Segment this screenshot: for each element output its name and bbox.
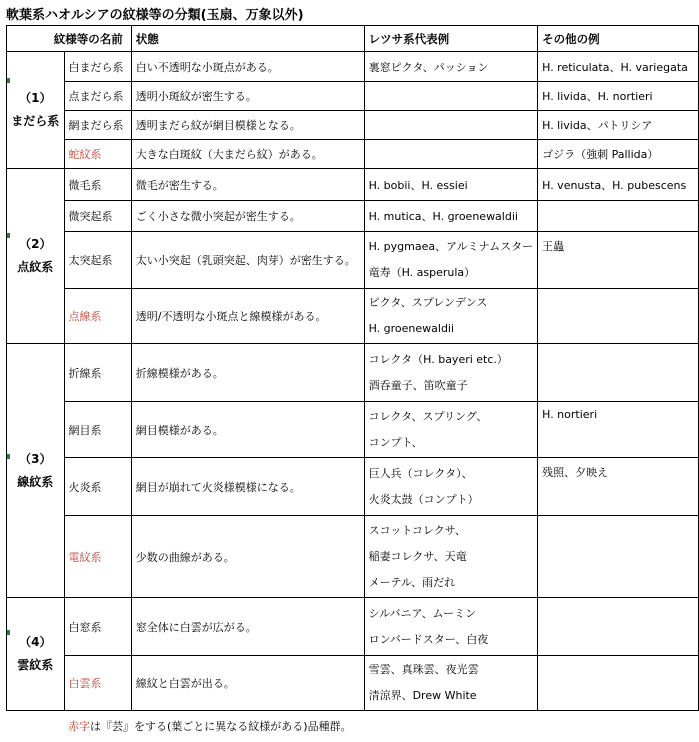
group-name: 雲紋系	[17, 658, 54, 672]
lessa-example	[364, 598, 538, 656]
lessa-example: H. mutica、H. groenewaldii	[364, 201, 538, 232]
pattern-name: 火炎系	[64, 458, 131, 516]
lessa-line: 火炎太鼓（コンプト）	[368, 492, 479, 506]
pattern-state: 線紋と白雲が出る。	[131, 656, 364, 711]
lessa-example	[364, 82, 538, 111]
pattern-name: 微毛系	[64, 169, 131, 201]
lessa-example: 裏窓ピクタ、パッション	[364, 52, 538, 82]
lessa-line: コンプト、	[368, 435, 423, 449]
pattern-state: 網目模様がある。	[131, 402, 364, 458]
group-cell-senmon	[7, 344, 65, 598]
table-row	[7, 82, 699, 111]
table-row	[7, 516, 699, 598]
pattern-state: 窓全体に白雲が広がる。	[131, 598, 364, 656]
pattern-state: 白い不透明な小斑点がある。	[131, 52, 364, 82]
lessa-example	[364, 232, 538, 289]
other-example: H. livida、H. nortieri	[538, 82, 699, 111]
other-example: H. livida、パトリシア	[538, 111, 699, 140]
lessa-line: スコットコレクサ、	[368, 523, 466, 537]
lessa-line: 竜寿（H. asperula）	[368, 266, 476, 279]
lessa-line: メーテル、雨だれ	[368, 575, 456, 589]
table-row	[7, 201, 699, 232]
lessa-example	[364, 111, 538, 140]
group-number: （2）	[19, 237, 52, 251]
table-row	[7, 52, 699, 82]
pattern-state: 透明小斑紋が密生する。	[131, 82, 364, 111]
pattern-name: 網まだら系	[64, 111, 131, 140]
other-example: H. nortieri	[538, 402, 699, 458]
other-example	[538, 516, 699, 598]
pattern-state: 透明まだら紋が網目模様となる。	[131, 111, 364, 140]
table-row	[7, 140, 699, 169]
table-row	[7, 232, 699, 289]
pattern-state: 透明/不透明な小斑点と線模様がある。	[131, 289, 364, 344]
lessa-example	[364, 140, 538, 169]
lessa-line: シルバニア、ムーミン	[368, 606, 477, 620]
other-example: H. reticulata、H. variegata	[538, 52, 699, 82]
lessa-line: コレクタ、スプリング、	[368, 409, 488, 423]
table-row	[7, 656, 699, 711]
group-cell-madara	[7, 52, 65, 169]
other-example: 王蟲	[538, 232, 699, 289]
other-example	[538, 201, 699, 232]
header-group-name: 紋様等の名前	[7, 26, 132, 52]
green-marker	[7, 233, 10, 238]
table-row	[7, 169, 699, 201]
table-row	[7, 458, 699, 516]
pattern-state: 網目が崩れて火炎様模様になる。	[131, 458, 364, 516]
other-example: 残照、夕映え	[538, 458, 699, 516]
classification-table	[6, 25, 699, 711]
footnote	[68, 718, 352, 734]
green-marker	[7, 78, 10, 83]
lessa-line: ピクタ、スプレンデンス	[368, 296, 488, 309]
lessa-example	[364, 289, 538, 344]
lessa-line: 酒呑童子、笛吹童子	[368, 378, 468, 392]
other-example	[538, 344, 699, 402]
page-title: 軟葉系ハオルシアの紋様等の分類(玉扇、万象以外)	[6, 8, 304, 23]
group-number: （1）	[19, 91, 52, 105]
lessa-example	[364, 656, 538, 711]
pattern-name-red: 蛇紋系	[64, 140, 131, 169]
pattern-state: 微毛が密生する。	[131, 169, 364, 201]
pattern-name-red: 点線系	[64, 289, 131, 344]
green-marker	[7, 630, 10, 635]
other-example	[538, 656, 699, 711]
pattern-state: 太い小突起（乳頭突起、肉芽）が密生する。	[131, 232, 364, 289]
green-marker	[7, 454, 10, 459]
header-other-examples: その他の例	[538, 26, 699, 52]
lessa-line: 雪雲、真珠雲、夜光雲	[368, 663, 479, 676]
table-row	[7, 402, 699, 458]
pattern-name: 点まだら系	[64, 82, 131, 111]
lessa-example	[364, 402, 538, 458]
other-example: H. venusta、H. pubescens	[538, 169, 699, 201]
pattern-name: 折線系	[64, 344, 131, 402]
group-name: まだら系	[11, 114, 60, 128]
group-name: 点紋系	[17, 260, 54, 274]
pattern-state: ごく小さな微小突起が密生する。	[131, 201, 364, 232]
pattern-name: 太突起系	[64, 232, 131, 289]
lessa-example	[364, 458, 538, 516]
lessa-line: コレクタ（H. bayeri etc.）	[368, 352, 508, 366]
header-lessa-examples: レツサ系代表例	[364, 26, 538, 52]
table-row	[7, 111, 699, 140]
footnote-red-label: 赤字	[68, 720, 90, 733]
pattern-state: 折線模様がある。	[131, 344, 364, 402]
group-number: （3）	[19, 451, 52, 466]
lessa-line: 稲妻コレクサ、天竜	[368, 549, 467, 563]
group-number: （4）	[19, 635, 52, 649]
lessa-line: H. groenewaldii	[368, 322, 455, 335]
lessa-line: ロンバードスター、白夜	[368, 632, 489, 646]
lessa-example: H. bobii、H. essiei	[364, 169, 538, 201]
pattern-state: 大きな白斑紋（大まだら紋）がある。	[131, 140, 364, 169]
group-name: 線紋系	[17, 474, 54, 489]
lessa-example	[364, 516, 538, 598]
pattern-name: 網目系	[64, 402, 131, 458]
footnote-text: は『芸』をする(葉ごとに異なる紋様がある)品種群。	[90, 720, 352, 733]
pattern-state: 少数の曲線がある。	[131, 516, 364, 598]
lessa-example	[364, 344, 538, 402]
pattern-name-red: 白雲系	[64, 656, 131, 711]
lessa-line: H. pygmaea、アルミナムスター	[368, 240, 534, 253]
lessa-line: 清涼界、Drew White	[368, 689, 477, 702]
header-state: 状態	[131, 26, 364, 52]
group-cell-tenmon	[7, 169, 65, 344]
header-row	[7, 26, 699, 52]
other-example: ゴジラ（強刺 Pallida）	[538, 140, 699, 169]
other-example	[538, 289, 699, 344]
table-row	[7, 289, 699, 344]
pattern-name: 微突起系	[64, 201, 131, 232]
other-example	[538, 598, 699, 656]
pattern-name-red: 電紋系	[64, 516, 131, 598]
group-cell-unmon	[7, 598, 65, 711]
table-row	[7, 344, 699, 402]
pattern-name: 白窓系	[64, 598, 131, 656]
lessa-line: 巨人兵（コレクタ）、	[368, 466, 473, 480]
pattern-name: 白まだら系	[64, 52, 131, 82]
table-row	[7, 598, 699, 656]
